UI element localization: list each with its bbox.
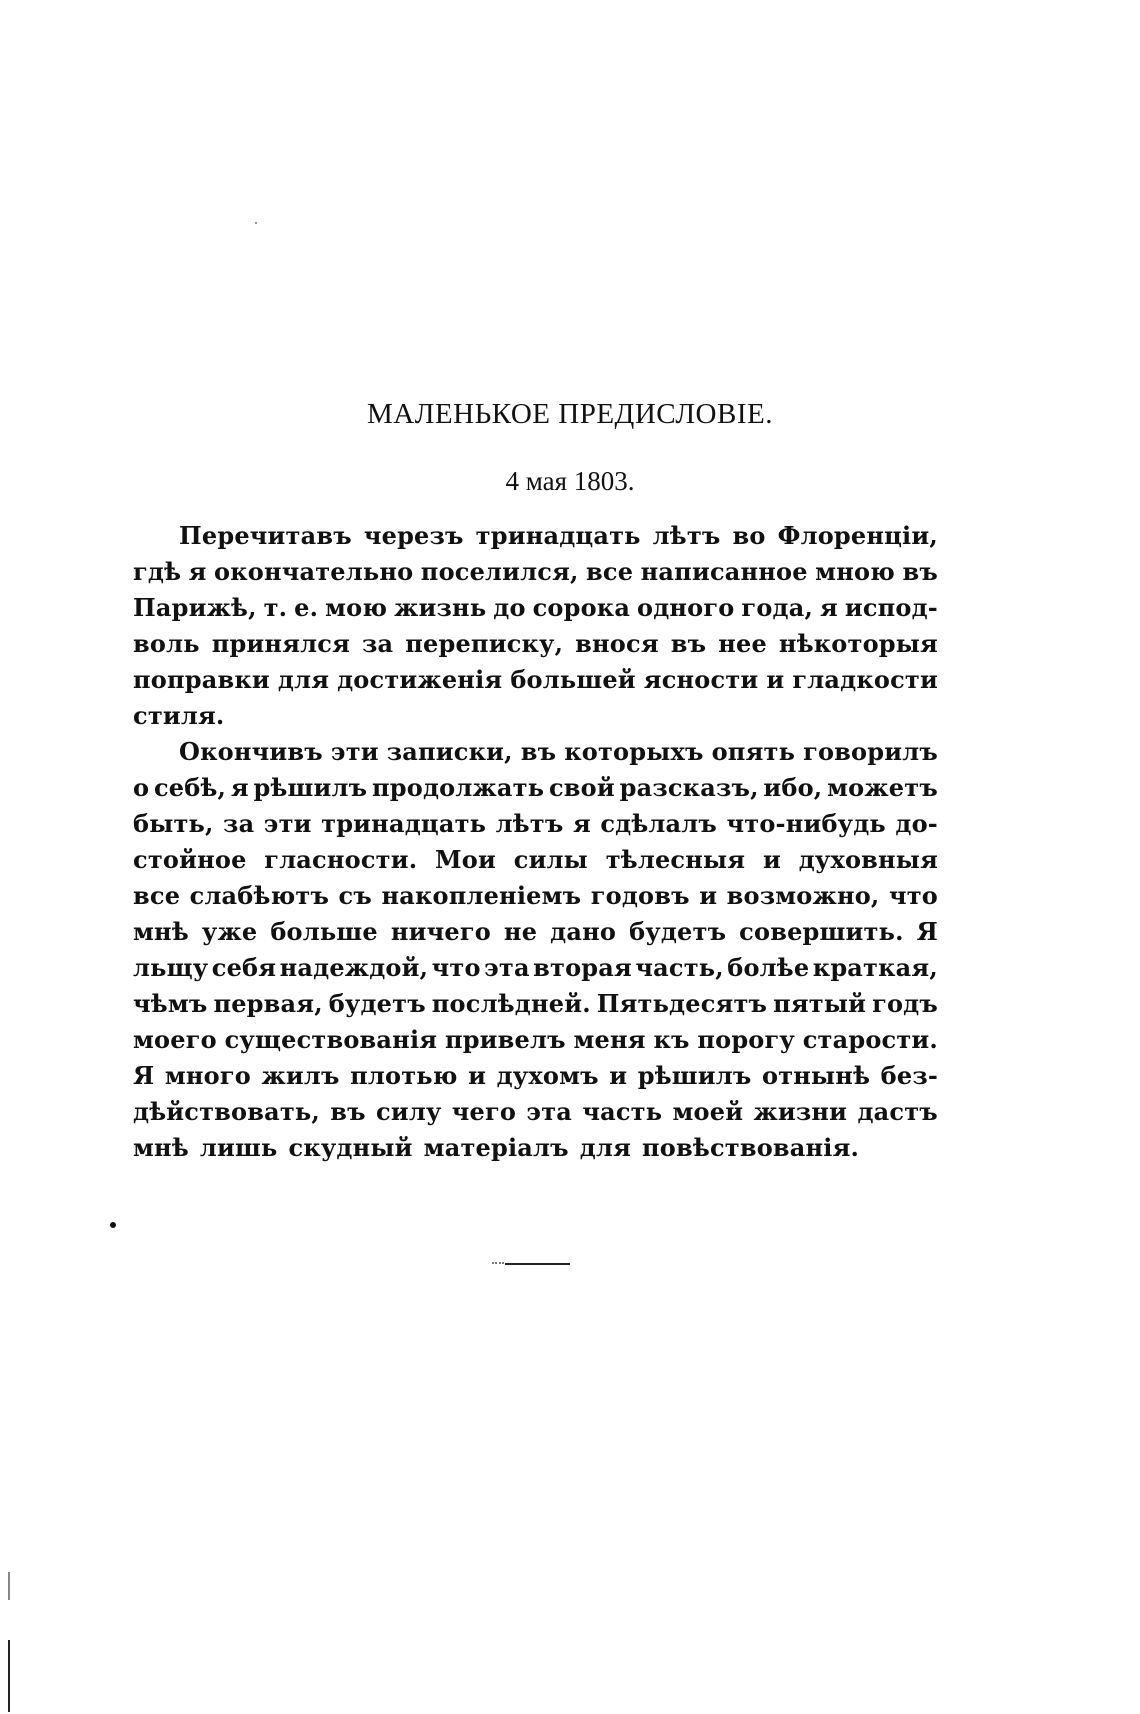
chapter-title: МАЛЕНЬКОЕ ПРЕДИСЛОВІЕ. [367,398,773,430]
text-line: Окончивъ эти записки, въ которыхъ опять говорилъ [179,737,938,766]
text-line: Перечитавъ черезъ тринадцать лѣтъ во Флоренціи, [179,521,938,550]
text-line: поправки для достиженія большей ясности и гладкости [133,665,938,694]
date-line: 4 мая 1803. [505,466,635,496]
text-line: дѣйствовать, въ силу чего эта часть моей жизни дастъ [133,1097,938,1126]
preface-text [133,518,938,1166]
end-rule [505,1263,570,1265]
scan-edge-line [8,1572,10,1600]
scan-edge-line [8,1640,10,1712]
text-line: о себѣ, я рѣшилъ продолжать свой разсказъ, ибо, можетъ [133,773,938,802]
text-line: мнѣ уже больше ничего не дано будетъ совершить. Я [133,917,938,946]
text-line: моего существованія привелъ меня къ порогу старости. [133,1025,938,1054]
margin-speck [255,222,257,224]
text-line: чѣмъ первая, будетъ послѣдней. Пятьдесятъ пятый годъ [133,989,938,1018]
text-line: все слабѣютъ съ накопленіемъ годовъ и возможно, что [133,881,938,910]
text-line: воль принялся за переписку, внося въ нее нѣкоторыя [133,629,938,658]
margin-dot [110,1222,116,1228]
text-line: стойное гласности. Мои силы тѣлесныя и духовныя [133,845,938,874]
end-rule-dots [492,1262,504,1267]
text-line: Я много жилъ плотью и духомъ и рѣшилъ отнынѣ без- [133,1061,938,1090]
text-line: мнѣ лишь скудный матеріалъ для повѣствованія. [133,1133,860,1162]
text-line: льщу себя надеждой, что эта вторая часть, болѣе краткая, [133,953,938,982]
text-line: стиля. [133,701,225,730]
text-line: гдѣ я окончательно поселился, все написанное мною въ [133,557,938,586]
text-line: быть, за эти тринадцать лѣтъ я сдѣлалъ что-нибудь до- [133,809,938,838]
text-line: Парижѣ, т. е. мою жизнь до сорока одного года, я испод- [133,593,938,622]
